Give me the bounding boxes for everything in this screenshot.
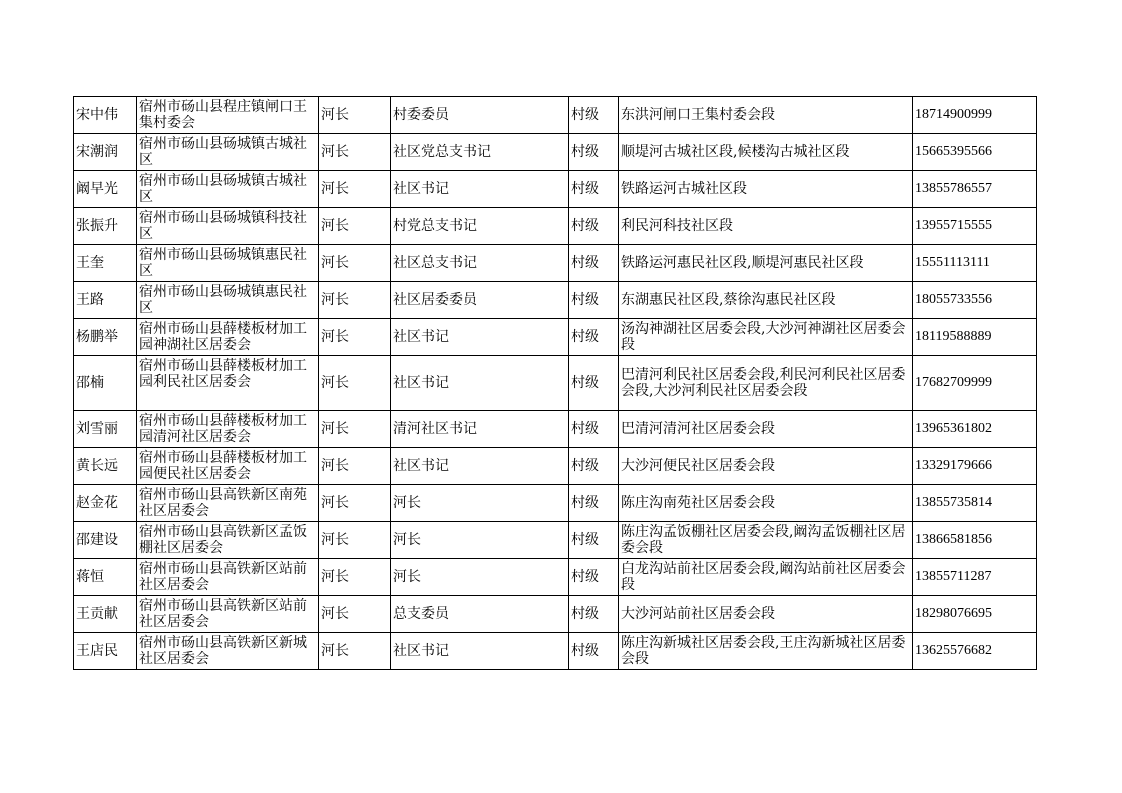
organization-cell: 宿州市砀山县薛楼板材加工园神湖社区居委会 <box>137 319 319 356</box>
position-cell: 河长 <box>391 485 569 522</box>
phone-cell: 15665395566 <box>913 134 1037 171</box>
position-cell: 社区书记 <box>391 448 569 485</box>
phone-cell: 13866581856 <box>913 522 1037 559</box>
phone-cell: 18298076695 <box>913 596 1037 633</box>
name-cell: 宋中伟 <box>74 97 137 134</box>
name-cell: 王贡献 <box>74 596 137 633</box>
name-cell: 王路 <box>74 282 137 319</box>
organization-cell: 宿州市砀山县高铁新区新城社区居委会 <box>137 633 319 670</box>
river-role-cell: 河长 <box>319 171 391 208</box>
table-row <box>74 282 1037 319</box>
river-section-cell: 陈庄沟孟饭棚社区居委会段,阚沟孟饭棚社区居委会段 <box>619 522 913 559</box>
level-cell: 村级 <box>569 245 619 282</box>
table-row <box>74 596 1037 633</box>
position-cell: 村党总支书记 <box>391 208 569 245</box>
position-cell: 社区书记 <box>391 319 569 356</box>
organization-cell: 宿州市砀山县砀城镇科技社区 <box>137 208 319 245</box>
organization-cell: 宿州市砀山县砀城镇惠民社区 <box>137 245 319 282</box>
name-cell: 邵建设 <box>74 522 137 559</box>
level-cell: 村级 <box>569 282 619 319</box>
river-role-cell: 河长 <box>319 559 391 596</box>
river-section-cell: 白龙沟站前社区居委会段,阚沟站前社区居委会段 <box>619 559 913 596</box>
level-cell: 村级 <box>569 356 619 411</box>
table-row <box>74 485 1037 522</box>
river-role-cell: 河长 <box>319 245 391 282</box>
organization-cell: 宿州市砀山县薛楼板材加工园清河社区居委会 <box>137 411 319 448</box>
river-chief-table <box>73 96 1037 670</box>
river-role-cell: 河长 <box>319 448 391 485</box>
river-section-cell: 陈庄沟新城社区居委会段,王庄沟新城社区居委会段 <box>619 633 913 670</box>
level-cell: 村级 <box>569 319 619 356</box>
position-cell: 河长 <box>391 559 569 596</box>
organization-cell: 宿州市砀山县砀城镇古城社区 <box>137 134 319 171</box>
table-row <box>74 97 1037 134</box>
river-section-cell: 利民河科技社区段 <box>619 208 913 245</box>
table-row <box>74 171 1037 208</box>
position-cell: 社区书记 <box>391 356 569 411</box>
river-section-cell: 顺堤河古城社区段,候楼沟古城社区段 <box>619 134 913 171</box>
name-cell: 杨鹏举 <box>74 319 137 356</box>
river-section-cell: 铁路运河古城社区段 <box>619 171 913 208</box>
name-cell: 阚早光 <box>74 171 137 208</box>
position-cell: 河长 <box>391 522 569 559</box>
name-cell: 张振升 <box>74 208 137 245</box>
position-cell: 社区书记 <box>391 633 569 670</box>
phone-cell: 13625576682 <box>913 633 1037 670</box>
level-cell: 村级 <box>569 448 619 485</box>
river-role-cell: 河长 <box>319 356 391 411</box>
table-row <box>74 245 1037 282</box>
level-cell: 村级 <box>569 171 619 208</box>
level-cell: 村级 <box>569 411 619 448</box>
organization-cell: 宿州市砀山县高铁新区站前社区居委会 <box>137 559 319 596</box>
river-role-cell: 河长 <box>319 319 391 356</box>
river-section-cell: 大沙河便民社区居委会段 <box>619 448 913 485</box>
table-row <box>74 633 1037 670</box>
level-cell: 村级 <box>569 596 619 633</box>
position-cell: 清河社区书记 <box>391 411 569 448</box>
river-section-cell: 巴清河清河社区居委会段 <box>619 411 913 448</box>
position-cell: 社区居委委员 <box>391 282 569 319</box>
name-cell: 赵金花 <box>74 485 137 522</box>
table-row <box>74 356 1037 411</box>
river-role-cell: 河长 <box>319 485 391 522</box>
name-cell: 蒋恒 <box>74 559 137 596</box>
organization-cell: 宿州市砀山县砀城镇古城社区 <box>137 171 319 208</box>
table-row <box>74 319 1037 356</box>
river-section-cell: 东湖惠民社区段,蔡徐沟惠民社区段 <box>619 282 913 319</box>
phone-cell: 13329179666 <box>913 448 1037 485</box>
river-section-cell: 大沙河站前社区居委会段 <box>619 596 913 633</box>
phone-cell: 18714900999 <box>913 97 1037 134</box>
phone-cell: 17682709999 <box>913 356 1037 411</box>
phone-cell: 13855735814 <box>913 485 1037 522</box>
river-role-cell: 河长 <box>319 411 391 448</box>
phone-cell: 13955715555 <box>913 208 1037 245</box>
level-cell: 村级 <box>569 559 619 596</box>
position-cell: 社区党总支书记 <box>391 134 569 171</box>
level-cell: 村级 <box>569 522 619 559</box>
organization-cell: 宿州市砀山县高铁新区南苑社区居委会 <box>137 485 319 522</box>
organization-cell: 宿州市砀山县程庄镇闸口王集村委会 <box>137 97 319 134</box>
river-role-cell: 河长 <box>319 97 391 134</box>
position-cell: 社区总支书记 <box>391 245 569 282</box>
name-cell: 刘雪丽 <box>74 411 137 448</box>
phone-cell: 18055733556 <box>913 282 1037 319</box>
name-cell: 王店民 <box>74 633 137 670</box>
table-row <box>74 134 1037 171</box>
name-cell: 王奎 <box>74 245 137 282</box>
river-role-cell: 河长 <box>319 596 391 633</box>
river-section-cell: 汤沟神湖社区居委会段,大沙河神湖社区居委会段 <box>619 319 913 356</box>
table-row <box>74 448 1037 485</box>
table-row <box>74 559 1037 596</box>
level-cell: 村级 <box>569 97 619 134</box>
table-body <box>74 97 1037 670</box>
name-cell: 宋潮润 <box>74 134 137 171</box>
level-cell: 村级 <box>569 633 619 670</box>
phone-cell: 18119588889 <box>913 319 1037 356</box>
level-cell: 村级 <box>569 485 619 522</box>
river-section-cell: 东洪河闸口王集村委会段 <box>619 97 913 134</box>
table-row <box>74 522 1037 559</box>
position-cell: 总支委员 <box>391 596 569 633</box>
river-role-cell: 河长 <box>319 208 391 245</box>
river-section-cell: 陈庄沟南苑社区居委会段 <box>619 485 913 522</box>
river-role-cell: 河长 <box>319 633 391 670</box>
organization-cell: 宿州市砀山县高铁新区站前社区居委会 <box>137 596 319 633</box>
phone-cell: 15551113111 <box>913 245 1037 282</box>
organization-cell: 宿州市砀山县薛楼板材加工园利民社区居委会 <box>137 356 319 411</box>
river-section-cell: 铁路运河惠民社区段,顺堤河惠民社区段 <box>619 245 913 282</box>
river-role-cell: 河长 <box>319 282 391 319</box>
phone-cell: 13965361802 <box>913 411 1037 448</box>
river-section-cell: 巴清河利民社区居委会段,利民河利民社区居委会段,大沙河利民社区居委会段 <box>619 356 913 411</box>
phone-cell: 13855786557 <box>913 171 1037 208</box>
level-cell: 村级 <box>569 134 619 171</box>
position-cell: 社区书记 <box>391 171 569 208</box>
table-row <box>74 411 1037 448</box>
table-row <box>74 208 1037 245</box>
river-role-cell: 河长 <box>319 134 391 171</box>
phone-cell: 13855711287 <box>913 559 1037 596</box>
organization-cell: 宿州市砀山县砀城镇惠民社区 <box>137 282 319 319</box>
name-cell: 黄长远 <box>74 448 137 485</box>
level-cell: 村级 <box>569 208 619 245</box>
river-role-cell: 河长 <box>319 522 391 559</box>
name-cell: 邵楠 <box>74 356 137 411</box>
organization-cell: 宿州市砀山县高铁新区孟饭棚社区居委会 <box>137 522 319 559</box>
organization-cell: 宿州市砀山县薛楼板材加工园便民社区居委会 <box>137 448 319 485</box>
position-cell: 村委委员 <box>391 97 569 134</box>
